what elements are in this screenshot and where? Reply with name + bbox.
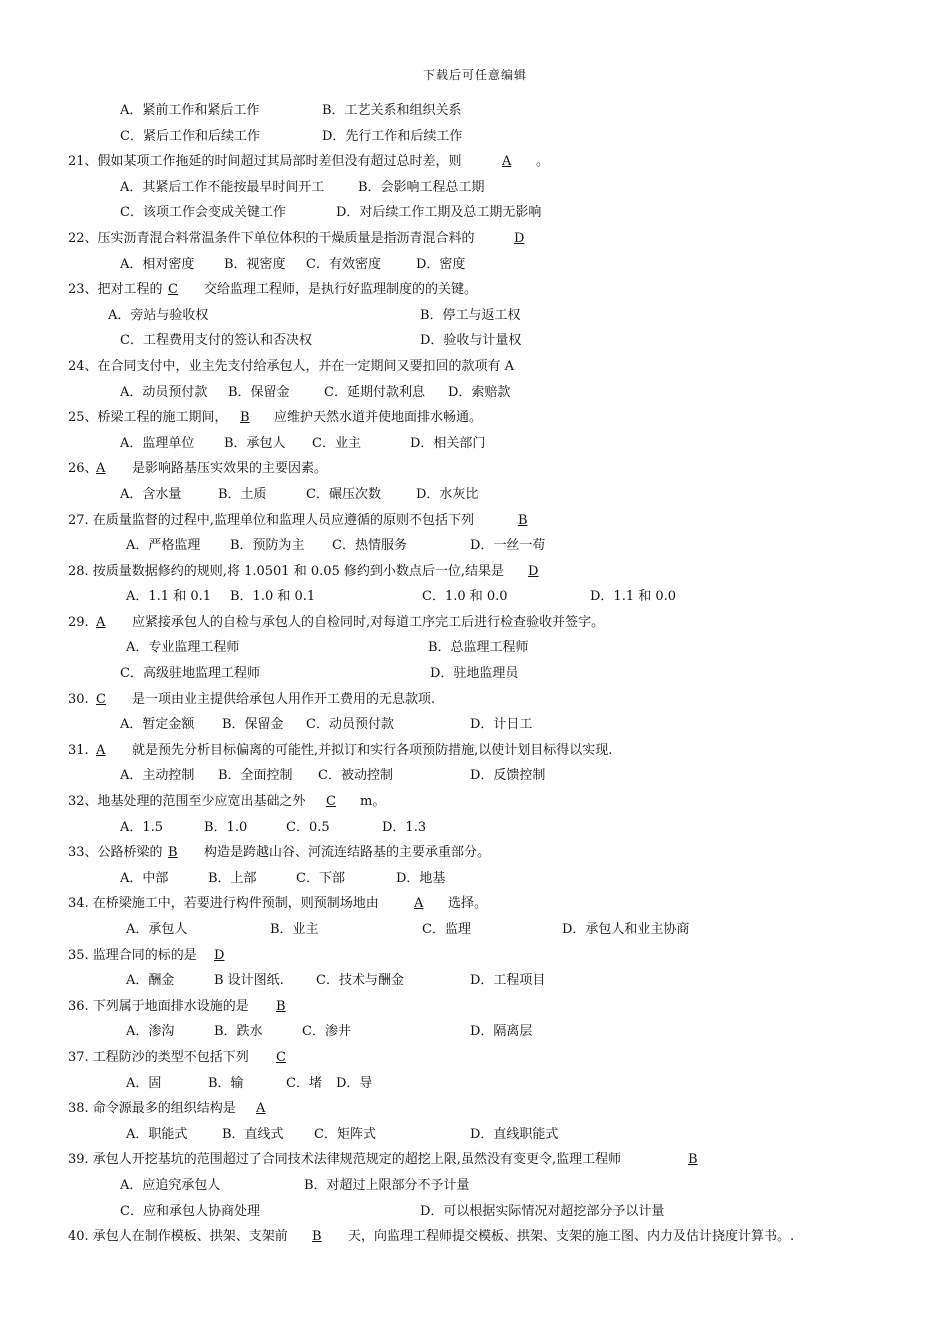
question-line bbox=[68, 1045, 928, 1071]
answer-blank: B bbox=[518, 512, 528, 528]
line-text: D．密度 bbox=[416, 256, 466, 272]
line-text: A．专业监理工程师 bbox=[126, 640, 240, 656]
line-text: 应维护天然水道并使地面排水畅通。 bbox=[274, 410, 483, 426]
line-text: D．一丝一苟 bbox=[470, 538, 546, 554]
answer-blank: A bbox=[502, 154, 512, 170]
line-text: D．相关部门 bbox=[410, 435, 486, 451]
question-line bbox=[68, 687, 928, 713]
answer-blank: D bbox=[514, 230, 525, 246]
line-text: C．堵 bbox=[286, 1075, 322, 1091]
line-text: 交给监理工程师，是执行好监理制度的的关键。 bbox=[204, 282, 478, 298]
line-text: A．动员预付款 bbox=[120, 384, 208, 400]
line-text: D．索赔款 bbox=[448, 384, 511, 400]
line-text: B．上部 bbox=[208, 870, 257, 886]
line-text: 构造是跨越山谷、河流连结路基的主要承重部分。 bbox=[204, 845, 491, 861]
question-line bbox=[68, 1096, 928, 1122]
line-text: 38. 命令源最多的组织结构是 bbox=[68, 1101, 236, 1117]
line-text: D．1.1 和 0.0 bbox=[590, 589, 677, 605]
line-text: A．应追究承包人 bbox=[120, 1177, 221, 1193]
line-text: 是影响路基压实效果的主要因素。 bbox=[132, 461, 328, 477]
question-line bbox=[68, 866, 928, 892]
line-text: B．保留金 bbox=[222, 717, 284, 733]
line-text: C．应和承包人协商处理 bbox=[120, 1203, 260, 1219]
line-text: B．预防为主 bbox=[230, 538, 305, 554]
question-line bbox=[68, 917, 928, 943]
line-text: D．驻地监理员 bbox=[430, 666, 519, 682]
line-text: 23、把对工程的 bbox=[68, 282, 163, 298]
line-text: C．该项工作会变成关键工作 bbox=[120, 205, 286, 221]
line-text: D．直线职能式 bbox=[470, 1126, 559, 1142]
line-text: 应紧接承包人的自检与承包人的自检同时,对每道工序完工后进行检查验收并签字。 bbox=[132, 614, 605, 630]
line-text: B．会影响工程总工期 bbox=[358, 179, 485, 195]
question-line bbox=[68, 431, 928, 457]
line-text: A．紧前工作和紧后工作 bbox=[120, 103, 260, 118]
line-text: B．工艺关系和组织关系 bbox=[322, 103, 462, 118]
question-line bbox=[68, 533, 928, 559]
question-line bbox=[68, 200, 928, 226]
question-line bbox=[68, 1173, 928, 1199]
line-text: 天，向监理工程师提交模板、拱架、支架的施工图、内力及估计挠度计算书。. bbox=[348, 1229, 795, 1245]
line-text: 35. 监理合同的标的是 bbox=[68, 947, 197, 963]
line-text: 24、在合同支付中，业主先支付给承包人，并在一定期间又要扣回的款项有 A bbox=[68, 358, 515, 374]
line-text: C．业主 bbox=[312, 435, 361, 451]
question-line bbox=[68, 559, 928, 585]
question-line bbox=[68, 789, 928, 815]
question-line bbox=[68, 1199, 928, 1225]
line-text: B．总监理工程师 bbox=[428, 640, 529, 656]
line-text: B．保留金 bbox=[228, 384, 290, 400]
question-line bbox=[68, 328, 928, 354]
line-text: 是一项由业主提供给承包人用作开工费用的无息款项. bbox=[132, 691, 436, 707]
question-line bbox=[68, 124, 928, 150]
line-text: D．导 bbox=[336, 1075, 373, 1091]
question-line bbox=[68, 635, 928, 661]
answer-blank: A bbox=[96, 461, 106, 477]
question-line bbox=[68, 1019, 928, 1045]
line-text: C．延期付款利息 bbox=[324, 384, 425, 400]
line-text: D．工程项目 bbox=[470, 973, 546, 989]
question-line bbox=[68, 738, 928, 764]
line-text: 39. 承包人开挖基坑的范围超过了合同技术法律规范规定的超挖上限,虽然没有变更令,监理工程师 bbox=[68, 1152, 622, 1168]
line-text: 36. 下列属于地面排水设施的是 bbox=[68, 998, 249, 1014]
answer-blank: D bbox=[214, 947, 225, 963]
answer-blank: A bbox=[96, 614, 106, 630]
line-text: 22、压实沥青混合料常温条件下单位体积的干燥质量是指沥青混合料的 bbox=[68, 230, 475, 246]
line-text: D．先行工作和后续工作 bbox=[322, 128, 463, 144]
line-text: 28. 按质量数据修约的规则,将 1.0501 和 0.05 修约到小数点后一位,结果是 bbox=[68, 563, 505, 579]
line-text: m。 bbox=[360, 794, 386, 810]
question-line bbox=[68, 1071, 928, 1097]
line-text: A．渗沟 bbox=[126, 1024, 175, 1040]
line-text: 27. 在质量监督的过程中,监理单位和监理人员应遵循的原则不包括下列 bbox=[68, 512, 474, 528]
line-text: D．隔离层 bbox=[470, 1024, 533, 1040]
line-text: A．含水量 bbox=[120, 486, 182, 502]
line-text: D．地基 bbox=[396, 870, 446, 886]
line-text: 25、桥梁工程的施工期间， bbox=[68, 410, 228, 426]
line-text: B．跌水 bbox=[214, 1024, 263, 1040]
question-line bbox=[68, 763, 928, 789]
answer-blank: B bbox=[240, 410, 250, 426]
question-line bbox=[68, 482, 928, 508]
line-text: A．1.5 bbox=[120, 819, 164, 835]
line-text: A．旁站与验收权 bbox=[108, 307, 209, 323]
line-text: C．矩阵式 bbox=[314, 1126, 376, 1142]
line-text: A．其紧后工作不能按最早时间开工 bbox=[120, 179, 325, 195]
question-line bbox=[68, 508, 928, 534]
line-text: C．被动控制 bbox=[318, 768, 393, 784]
question-line bbox=[68, 840, 928, 866]
question-line bbox=[68, 1147, 928, 1173]
question-line bbox=[68, 815, 928, 841]
answer-blank: D bbox=[528, 563, 539, 579]
answer-blank: A bbox=[96, 742, 106, 758]
line-text: B．承包人 bbox=[224, 435, 286, 451]
answer-blank: B bbox=[168, 845, 178, 861]
line-text: A．严格监理 bbox=[126, 538, 201, 554]
line-text: C．有效密度 bbox=[306, 256, 381, 272]
question-line bbox=[68, 252, 928, 278]
question-line bbox=[68, 943, 928, 969]
line-text: A．酬金 bbox=[126, 973, 175, 989]
answer-blank: A bbox=[414, 896, 424, 912]
line-text: C．技术与酬金 bbox=[316, 973, 404, 989]
line-text: B 设计图纸. bbox=[214, 973, 284, 989]
question-line bbox=[68, 661, 928, 687]
question-line bbox=[68, 994, 928, 1020]
question-line bbox=[68, 226, 928, 252]
line-text: A．承包人 bbox=[126, 922, 188, 937]
answer-blank: C bbox=[96, 691, 106, 707]
line-text: C．0.5 bbox=[286, 819, 330, 835]
line-text: 40. 承包人在制作模板、拱架、支架前 bbox=[68, 1229, 288, 1245]
line-text: D．反馈控制 bbox=[470, 768, 546, 784]
line-text: B．1.0 bbox=[204, 819, 248, 835]
exam-questions bbox=[68, 98, 928, 1250]
question-line bbox=[68, 1122, 928, 1148]
question-line bbox=[68, 354, 928, 380]
line-text: B．输 bbox=[208, 1075, 244, 1091]
line-text: D．承包人和业主协商 bbox=[562, 922, 690, 937]
line-text: 31. bbox=[68, 742, 89, 758]
line-text: C．工程费用支付的签认和否决权 bbox=[120, 333, 312, 349]
question-line bbox=[68, 277, 928, 303]
question-line bbox=[68, 712, 928, 738]
line-text: 21、假如某项工作拖延的时间超过其局部时差但没有超过总时差，则 bbox=[68, 154, 462, 170]
line-text: D．1.3 bbox=[382, 819, 427, 835]
line-text: 33、公路桥梁的 bbox=[68, 845, 163, 861]
line-text: C．动员预付款 bbox=[306, 717, 394, 733]
question-line bbox=[68, 1224, 928, 1250]
answer-blank: C bbox=[326, 794, 336, 810]
line-text: 29. bbox=[68, 614, 89, 630]
line-text: A．中部 bbox=[120, 870, 169, 886]
line-text: C．高级驻地监理工程师 bbox=[120, 666, 260, 682]
line-text: B．土质 bbox=[218, 486, 267, 502]
line-text: D．验收与计量权 bbox=[420, 333, 522, 349]
question-line bbox=[68, 584, 928, 610]
answer-blank: B bbox=[688, 1152, 698, 1168]
line-text: C．下部 bbox=[296, 870, 345, 886]
line-text: 26、 bbox=[68, 461, 98, 477]
line-text: C．热情服务 bbox=[332, 538, 407, 554]
answer-blank: A bbox=[256, 1101, 266, 1117]
line-text: A．暂定金额 bbox=[120, 717, 195, 733]
question-line bbox=[68, 405, 928, 431]
question-line bbox=[68, 456, 928, 482]
line-text: 。 bbox=[536, 154, 550, 170]
line-text: C．碾压次数 bbox=[306, 486, 381, 502]
answer-blank: C bbox=[276, 1049, 286, 1065]
page-header: 下载后可任意编辑 bbox=[422, 68, 527, 82]
answer-blank: C bbox=[168, 282, 178, 298]
answer-blank: B bbox=[312, 1229, 322, 1245]
line-text: C．监理 bbox=[422, 922, 471, 937]
line-text: B．视密度 bbox=[224, 256, 286, 272]
line-text: D．计日工 bbox=[470, 717, 533, 733]
line-text: 选择。 bbox=[448, 896, 488, 912]
line-text: 30. bbox=[68, 691, 89, 707]
line-text: B．业主 bbox=[270, 922, 319, 937]
line-text: A．主动控制 bbox=[120, 768, 195, 784]
question-line bbox=[68, 380, 928, 406]
line-text: B．对超过上限部分不予计量 bbox=[304, 1177, 470, 1193]
line-text: A．职能式 bbox=[126, 1126, 188, 1142]
question-line bbox=[68, 175, 928, 201]
question-line bbox=[68, 891, 928, 917]
line-text: A．监理单位 bbox=[120, 435, 195, 451]
line-text: C．1.0 和 0.0 bbox=[422, 589, 508, 605]
line-text: B．全面控制 bbox=[218, 768, 293, 784]
answer-blank: B bbox=[276, 998, 286, 1014]
line-text: A．相对密度 bbox=[120, 256, 195, 272]
line-text: C．紧后工作和后续工作 bbox=[120, 128, 260, 144]
line-text: C．渗井 bbox=[302, 1024, 351, 1040]
question-line bbox=[68, 968, 928, 994]
question-line bbox=[68, 98, 928, 124]
question-line bbox=[68, 610, 928, 636]
line-text: 34. 在桥梁施工中，若要进行构件预制，则预制场地由 bbox=[68, 896, 379, 912]
line-text: B．停工与返工权 bbox=[420, 307, 521, 323]
line-text: D．可以根据实际情况对超挖部分予以计量 bbox=[420, 1203, 665, 1219]
line-text: 37. 工程防沙的类型不包括下列 bbox=[68, 1049, 249, 1065]
question-line bbox=[68, 149, 928, 175]
line-text: B．1.0 和 0.1 bbox=[230, 589, 316, 605]
line-text: D．对后续工作工期及总工期无影响 bbox=[336, 205, 542, 221]
line-text: 32、地基处理的范围至少应宽出基础之外 bbox=[68, 794, 306, 810]
line-text: A．1.1 和 0.1 bbox=[126, 589, 212, 605]
line-text: D．水灰比 bbox=[416, 486, 479, 502]
question-line bbox=[68, 303, 928, 329]
line-text: B．直线式 bbox=[222, 1126, 284, 1142]
line-text: A．固 bbox=[126, 1075, 162, 1091]
line-text: 就是预先分析目标偏离的可能性,并拟订和实行各项预防措施,以使计划目标得以实现. bbox=[132, 742, 613, 758]
